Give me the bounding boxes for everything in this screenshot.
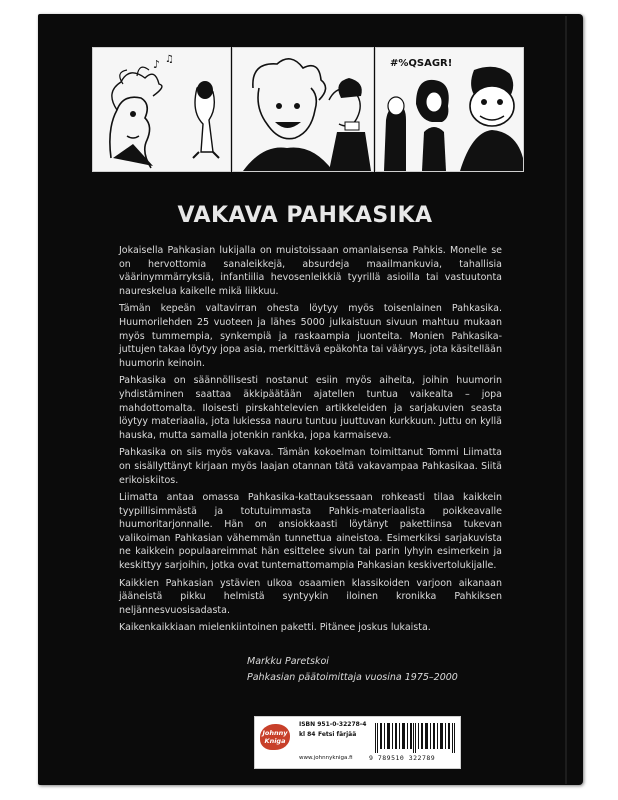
speech-bubble-text: #%QSAGR! bbox=[390, 58, 453, 69]
isbn-text: ISBN 951-0-32278-4 bbox=[299, 721, 367, 728]
blurb-paragraph: Kaikenkaikkiaan mielenkiintoinen paketti. Pitänee joskus lukaista. bbox=[119, 622, 431, 634]
comic-panel-1 bbox=[92, 47, 231, 172]
svg-text:♫: ♫ bbox=[165, 54, 174, 65]
signature bbox=[247, 654, 458, 685]
blurb-text bbox=[119, 244, 502, 639]
library-class: kl 84 bbox=[299, 731, 316, 738]
blurb-paragraph: Pahkasika on säännöllisesti nostanut esiin myös aiheita, joihin huumorin yhdistäminen saattaa äkkipäätään ajatellen tuntua vaikealta – jopa mahdottomalta. Iloisesti pirskahtelevien artikkeleiden ja sarjakuvien seasta löytyy materiaalia, jota lukiessa nauru tuntuu juuttuvan kurkkuun. Juttu on kyllä hauska, mutta samalla jotenkin rankka, jopa karmaiseva. bbox=[119, 375, 502, 441]
publisher-name: Johnny Kniga bbox=[262, 729, 288, 745]
signature-name: Markku Paretskoi bbox=[247, 656, 329, 667]
barcode-digits: 9 789510 322789 bbox=[369, 754, 436, 762]
publisher-logo bbox=[260, 724, 290, 750]
blurb-paragraph: Pahkasika on siis myös vakava. Tämän kokoelman toimittanut Tommi Liimatta on sisällyttänyt kirjaan myös laajan otannan tätä vakavampaa Pahkasikaa. Siitä erikoiskiitos. bbox=[119, 447, 502, 486]
blurb-paragraph: Kaikkien Pahkasian ystävien ulkoa osaamien klassikoiden varjoon aikanaan jääneistä pikku helmistä syntyykin iloinen kronikka Pahkiksen neljännesvuosisadasta. bbox=[119, 577, 502, 616]
category-text: Fetsi färjää bbox=[318, 731, 357, 738]
spine-groove bbox=[565, 16, 567, 784]
comic-strip bbox=[92, 47, 522, 172]
signature-role: Pahkasian päätoimittaja vuosina 1975–2000 bbox=[247, 671, 458, 683]
barcode-label bbox=[254, 716, 461, 769]
publisher-website: www.johnnykniga.fi bbox=[299, 755, 353, 761]
cover-title: VAKAVA PAHKASIKA bbox=[177, 203, 433, 228]
svg-text:♪: ♪ bbox=[153, 58, 161, 71]
barcode-graphic bbox=[375, 723, 455, 753]
comic-panel-2 bbox=[232, 47, 374, 172]
blurb-paragraph: Tämän kepeän valtavirran ohesta löytyy myös toisenlainen Pahkasika. Huumorilehden 25 vuoteen ja lähes 5000 julkaistuun sivuun mahtuu mukaan myös tummempia, synkempiä ja raskaampia juonteita. Monien Pahkasika-juttujen takaa löytyy jopa asia, merkittävä epäkohta tai vääryys, jota käsitellään huumorin keinoin. bbox=[119, 303, 502, 369]
blurb-paragraph: Jokaisella Pahkasian lukijalla on muistoissaan omanlaisensa Pahkis. Monelle se on hervottomia sanaleikkejä, absurdeja maailmankuvia, tahallisia väärinymmärryksiä, infantiilia hevosenleikkiä tyyrillä asioilla tai vastuutonta naureskelua kaikelle mikä liikkuu. bbox=[119, 245, 502, 297]
blurb-paragraph: Liimatta antaa omassa Pahkasika-kattauksessaan rohkeasti tilaa kaikkein tyypillisimmästä ja totutuimmasta Pahkis-materiaalista poikkeavalle huumoritarjonnalle. Hän on ansiokkaasti löytänyt pakettiinsa tukevan valikoiman Pahkasian vähemmän tunnettua aineistoa. Esimerkiksi sarjakuvista ne kaikkein populaareimmat hän esittelee sivun tai parin lyhyin esimerkein ja keskittyy sarjoihin, jotka ovat tuntemattomampia Pahkasian keskivertolukijalle. bbox=[119, 492, 502, 572]
comic-panel-3 bbox=[375, 47, 524, 172]
